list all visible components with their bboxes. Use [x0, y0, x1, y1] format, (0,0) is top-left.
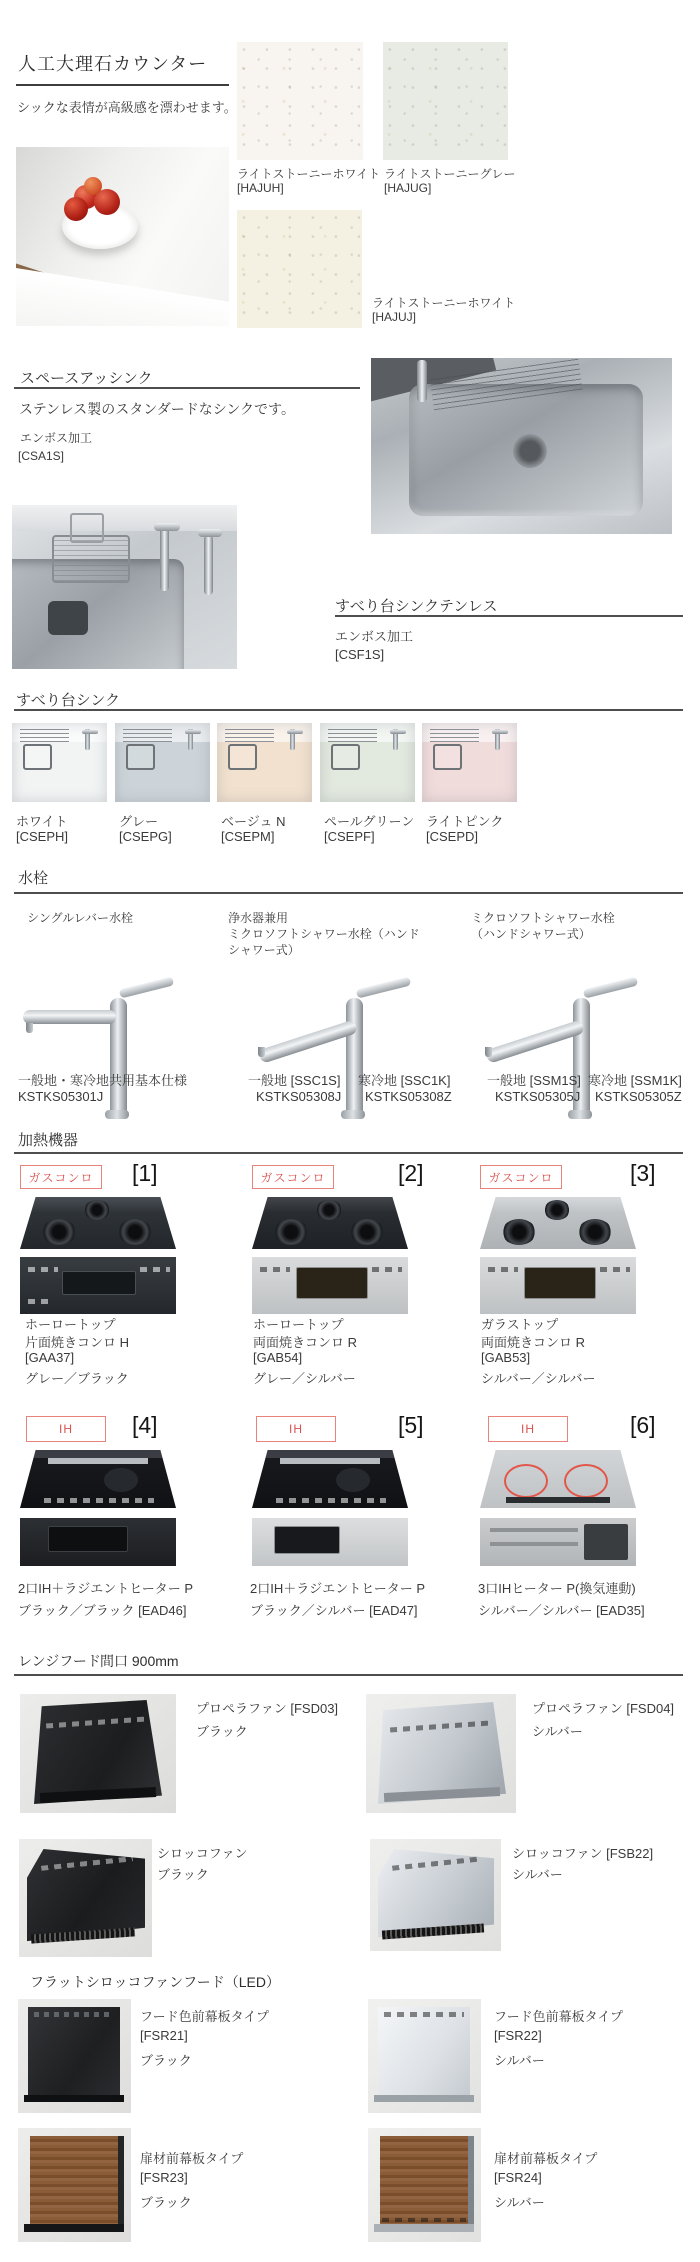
sink-color-name: ペールグリーン: [324, 814, 415, 829]
flat-hood-black-photo: [18, 1999, 131, 2113]
hood-item-code: [FSR23]: [140, 2170, 188, 2185]
gas-item-color: グレー／ブラック: [25, 1371, 129, 1386]
gas-item-code: [GAA37]: [25, 1350, 75, 1365]
heating-underline: [14, 1152, 683, 1154]
counter-section-title: 人工大理石カウンター: [18, 54, 208, 74]
slide-sink-stainless-title: すべり台シンクテンレス: [335, 598, 498, 615]
gas-item-label: ホーロートップ: [253, 1317, 344, 1332]
hood-item-code: [FSR22]: [494, 2028, 542, 2043]
item-number: [1]: [132, 1160, 158, 1186]
item-number: [3]: [630, 1160, 656, 1186]
hood-item-color: シルバー: [494, 2195, 545, 2210]
counter-swatch-hajuj: [237, 210, 362, 328]
ih-panel-photo: [252, 1518, 408, 1566]
sink-color-code: [CSEPG]: [119, 829, 172, 844]
faucet-spec-code: KSTKS05308J: [256, 1089, 342, 1104]
space-sink-title: スペースアッシンク: [20, 370, 153, 387]
ih-item-label: 2口IH＋ラジエントヒーター P: [18, 1581, 193, 1596]
hood-item-color: ブラック: [140, 2053, 192, 2068]
space-sink-underline: [14, 387, 360, 389]
hood-item-label: プロペラファン [FSD03]: [196, 1701, 339, 1716]
swatch-label: ライトストーニーホワイト: [237, 167, 381, 181]
counter-photo: [16, 147, 229, 326]
sirocco-hood-silver-photo: [370, 1839, 501, 1951]
counter-surface: [16, 263, 229, 326]
faucet-spout: [154, 523, 180, 531]
counter-swatch-hajug: [383, 42, 508, 160]
gas-item-label: 片面焼きコンロ H: [25, 1335, 130, 1350]
faucet-spec-label: 寒冷地 [SSC1K]: [358, 1073, 451, 1088]
space-sink-photo: [371, 358, 672, 534]
faucet-heading: ミクロソフトシャワー水栓（ハンド: [228, 927, 420, 941]
slide-sink-underline: [14, 709, 683, 711]
sink-color-swatch-csepf: [320, 723, 415, 802]
slide-sink-stainless-underline: [335, 615, 683, 617]
ih-item-color: ブラック／ブラック [EAD46]: [18, 1603, 187, 1618]
gas-item-label: ホーロートップ: [25, 1317, 116, 1332]
swatch-code: [HAJUJ]: [372, 310, 417, 324]
ih-item-color: ブラック／シルバー [EAD47]: [250, 1603, 418, 1618]
item-number: [2]: [398, 1160, 424, 1186]
ih-item-color: シルバー／シルバー [EAD35]: [478, 1603, 645, 1618]
faucet-spec-code: KSTKS05301J: [18, 1089, 104, 1104]
gas-badge: ガスコンロ: [480, 1165, 562, 1189]
slide-sink-stainless-code: [CSF1S]: [335, 647, 385, 662]
ih-badge: IH: [26, 1416, 106, 1442]
gas-stove-top-photo: [252, 1197, 408, 1249]
hood-item-color: ブラック: [196, 1724, 248, 1739]
hood-item-color: ブラック: [157, 1867, 209, 1882]
sink-color-code: [CSEPM]: [221, 829, 275, 844]
flat-hood-silver-photo: [368, 1999, 481, 2113]
propeller-hood-black-photo: [20, 1694, 176, 1813]
faucet-heading: シャワー式）: [228, 943, 300, 957]
gas-item-label: 両面焼きコンロ R: [481, 1335, 586, 1350]
space-sink-code: [CSA1S]: [18, 449, 65, 463]
swatch-label: ライトストーニーホワイト: [372, 296, 516, 310]
faucet-heading: シングルレバー水栓: [27, 911, 133, 925]
hood-item-code: [FSR21]: [140, 2028, 188, 2043]
ih-item-label: 2口IH＋ラジエントヒーター P: [250, 1581, 425, 1596]
gas-item-color: グレー／シルバー: [253, 1371, 356, 1386]
ih-top-photo: [20, 1450, 176, 1508]
tomato: [64, 197, 88, 221]
faucet-chrome: [160, 527, 169, 591]
item-number: [4]: [132, 1412, 158, 1438]
faucet-spout: [198, 529, 222, 537]
gas-item-color: シルバー／シルバー: [481, 1371, 596, 1386]
faucet-spec-label: 一般地 [SSM1S]: [487, 1073, 581, 1088]
hood-item-color: シルバー: [494, 2053, 545, 2068]
faucet-heading: ミクロソフトシャワー水栓: [471, 911, 615, 925]
hood-item-label: 扉材前幕板タイプ: [140, 2151, 244, 2166]
hood-item-label: フード色前幕板タイプ: [140, 2009, 269, 2024]
hood-item-color: シルバー: [532, 1724, 583, 1739]
sink-color-name: ライトピンク: [426, 814, 504, 829]
heating-section-title: 加熱機器: [18, 1132, 79, 1149]
faucet-spec-code: KSTKS05305J: [495, 1089, 581, 1104]
hood-item-label: プロペラファン [FSD04]: [532, 1701, 675, 1716]
gas-stove-panel-photo: [480, 1257, 636, 1314]
sink-color-swatch-csepd: [422, 723, 517, 802]
sink-color-swatch-csepg: [115, 723, 210, 802]
hood-item-color: シルバー: [512, 1867, 563, 1882]
faucet-chrome: [204, 535, 213, 595]
counter-title-underline: [16, 84, 229, 86]
door-panel-hood-silver-photo: [368, 2128, 481, 2242]
counter-swatch-hajuh: [237, 42, 363, 160]
faucet-underline: [14, 892, 683, 894]
ih-badge: IH: [256, 1416, 336, 1442]
gas-badge: ガスコンロ: [20, 1165, 102, 1189]
faucet-spec-code: KSTKS05305Z: [595, 1089, 682, 1104]
counter-section-subtitle: シックな表情が高級感を漂わせます。: [17, 100, 237, 115]
faucet-spec-label: 寒冷地 [SSM1K]: [588, 1073, 682, 1088]
slide-sink-stainless-photo: [12, 505, 237, 669]
ih-item-label: 3口IHヒーター P(換気連動): [478, 1581, 636, 1596]
hood-section-title: レンジフード: [18, 1653, 101, 1669]
tomato: [84, 177, 102, 195]
faucet-heading: （ハンドシャワー式）: [471, 927, 591, 941]
faucet-spec-code: KSTKS05308Z: [365, 1089, 452, 1104]
gas-item-label: ガラストップ: [481, 1317, 559, 1332]
sink-color-name: ホワイト: [16, 814, 68, 829]
shower-faucet-photo: [475, 962, 638, 1140]
swatch-code: [HAJUH]: [237, 181, 284, 195]
sink-color-swatch-cseph: [12, 723, 107, 802]
backsplash: [12, 505, 237, 531]
sirocco-hood-black-photo: [19, 1839, 152, 1957]
sink-color-code: [CSEPD]: [426, 829, 479, 844]
slide-sink-title: すべり台シンク: [16, 692, 121, 709]
slide-sink-stainless-finish: エンボス加工: [335, 629, 414, 644]
gas-stove-panel-photo: [20, 1257, 176, 1314]
faucet-section-title: 水栓: [18, 870, 49, 887]
hood-item-label: フード色前幕板タイプ: [494, 2009, 623, 2024]
gas-stove-top-photo: [480, 1197, 636, 1249]
single-lever-faucet-photo: [13, 962, 174, 1140]
space-sink-subtitle: ステンレス製のスタンダードなシンクです。: [19, 401, 295, 417]
faucet-heading: 浄水器兼用: [228, 911, 289, 925]
sink-color-swatch-csepm: [217, 723, 312, 802]
hood-item-color: ブラック: [140, 2195, 192, 2210]
hood-item-code: [FSR24]: [494, 2170, 542, 2185]
gas-item-label: 両面焼きコンロ R: [253, 1335, 358, 1350]
faucet-spec-label: 一般地 [SSC1S]: [248, 1073, 341, 1088]
door-panel-hood-black-photo: [18, 2128, 131, 2242]
sink-color-code: [CSEPH]: [16, 829, 69, 844]
item-number: [6]: [630, 1412, 656, 1438]
hood-underline: [14, 1674, 683, 1676]
ih-panel-photo: [480, 1518, 636, 1566]
sink-drain: [513, 434, 547, 468]
wire-stand: [70, 513, 104, 543]
ih-badge: IH: [488, 1416, 568, 1442]
gas-item-code: [GAB53]: [481, 1350, 531, 1365]
propeller-hood-silver-photo: [366, 1694, 516, 1813]
flat-hood-title: フラットシロッコファンフード（LED）: [30, 1974, 280, 1990]
sink-color-name: グレー: [119, 814, 159, 829]
ih-top-photo: [480, 1450, 636, 1508]
ih-top-photo: [252, 1450, 408, 1508]
gas-stove-top-photo: [20, 1197, 176, 1249]
gas-stove-panel-photo: [252, 1257, 408, 1314]
sink-color-code: [CSEPF]: [324, 829, 375, 844]
shower-faucet-photo: [248, 962, 411, 1140]
hood-item-label: 扉材前幕板タイプ: [494, 2151, 598, 2166]
item-number: [5]: [398, 1412, 424, 1438]
swatch-code: [HAJUG]: [384, 181, 432, 195]
drain-cover: [48, 601, 88, 635]
hood-width-label: 間口 900mm: [100, 1653, 179, 1669]
sink-color-name: ベージュ N: [221, 814, 286, 829]
gas-badge: ガスコンロ: [252, 1165, 334, 1189]
hood-item-label: シロッコファン: [157, 1846, 248, 1861]
faucet-spec-label: 一般地・寒冷地共用基本仕様: [18, 1073, 188, 1088]
ih-panel-photo: [20, 1518, 176, 1566]
swatch-label: ライトストーニーグレー: [384, 167, 516, 181]
faucet-chrome: [417, 360, 427, 402]
space-sink-finish: エンボス加工: [20, 431, 93, 445]
gas-item-code: [GAB54]: [253, 1350, 303, 1365]
hood-item-label: シロッコファン [FSB22]: [512, 1846, 654, 1861]
